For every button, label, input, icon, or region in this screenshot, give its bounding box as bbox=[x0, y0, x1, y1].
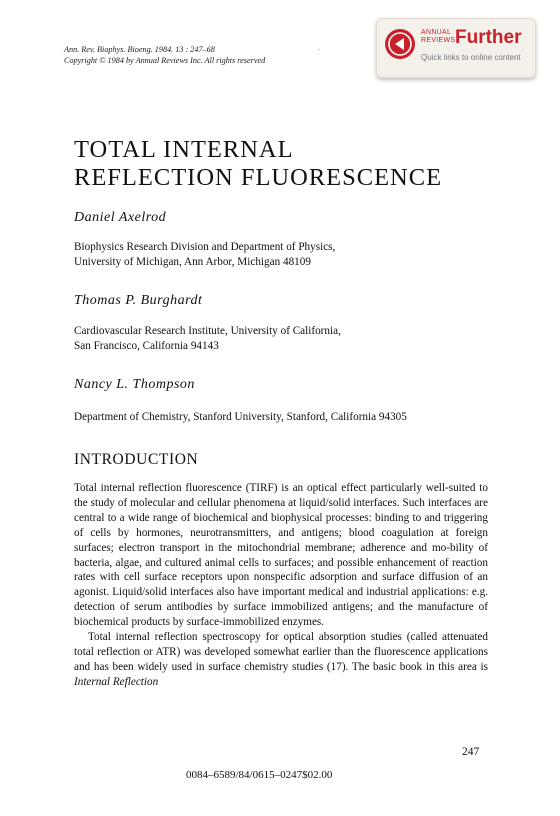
author-affiliation bbox=[74, 324, 341, 354]
author-name: Thomas P. Burghardt bbox=[74, 293, 203, 308]
article-code: 0084–6589/84/0615–0247$02.00 bbox=[186, 769, 333, 781]
author-affiliation bbox=[74, 240, 335, 270]
title-line-2: REFLECTION FLUORESCENCE bbox=[74, 164, 443, 191]
article-title bbox=[74, 136, 442, 192]
body-text bbox=[74, 481, 488, 690]
paragraph-text: Total internal reflection spectroscopy for optical absorption studies (called attenuated total reflection or ATR) was developed somewhat earlier than the fluorescence applications and has been widely used in surface chemistry studies (17). The basic book in this area is bbox=[74, 631, 488, 673]
annual-reviews-further-badge[interactable] bbox=[376, 18, 536, 78]
stray-mark: · bbox=[318, 46, 321, 54]
journal-header bbox=[64, 44, 265, 66]
author-name: Nancy L. Thompson bbox=[74, 377, 195, 392]
affiliation-line: Biophysics Research Division and Department of Physics, bbox=[74, 241, 336, 253]
affiliation-line: Cardiovascular Research Institute, University of California, bbox=[74, 325, 341, 337]
further-brand[interactable]: Further bbox=[455, 27, 522, 48]
page-number: 247 bbox=[462, 746, 480, 758]
affiliation-line: Department of Chemistry, Stanford University, Stanford, California 94305 bbox=[74, 411, 407, 423]
book-title: Internal Reflection bbox=[74, 675, 159, 688]
copyright-notice: Copyright © 1984 by Annual Reviews Inc. All rights reserved bbox=[64, 56, 266, 65]
author-affiliation bbox=[74, 410, 407, 425]
title-line-1: TOTAL INTERNAL bbox=[74, 136, 294, 163]
quick-links-text[interactable]: Quick links to online content bbox=[421, 53, 521, 62]
badge-line-annual: ANNUAL bbox=[421, 29, 452, 36]
paragraph bbox=[74, 630, 488, 690]
annual-reviews-label bbox=[421, 29, 455, 45]
author-name: Daniel Axelrod bbox=[74, 210, 167, 225]
journal-citation: Ann. Rev. Biophys. Bioeng. 1984. 13 : 247–68 bbox=[64, 45, 215, 54]
affiliation-line: San Francisco, California 94143 bbox=[74, 340, 219, 352]
affiliation-line: University of Michigan, Ann Arbor, Michigan 48109 bbox=[74, 256, 311, 268]
badge-line-reviews: REVIEWS bbox=[421, 37, 456, 44]
play-left-icon[interactable] bbox=[385, 29, 415, 59]
paragraph: Total internal reflection fluorescence (TIRF) is an optical effect particularly well-suited to the study of molecular and cellular phenomena at liquid/solid interfaces. Such interfaces are central to a wide range of biochemical and biophysical processes: binding to and triggering of cells by hormones, neurotransmitters, and antigens; blood coagulation at foreign surfaces; electron transport in the mitochondrial membrane; adherence and mo-bility of bacteria, algae, and cultured animal cells to surfaces; and possible enhancement of reaction rates with cell surface receptors upon nonspecific adsorption and surface diffusion of an agonist. Liquid/solid interfaces also have important medical and industrial applications: e.g. detection of serum antibodies by surface immobilized antigens; and the manufacture of biochemical products by surface-immobilized enzymes. bbox=[74, 482, 488, 629]
section-heading: INTRODUCTION bbox=[74, 451, 199, 468]
